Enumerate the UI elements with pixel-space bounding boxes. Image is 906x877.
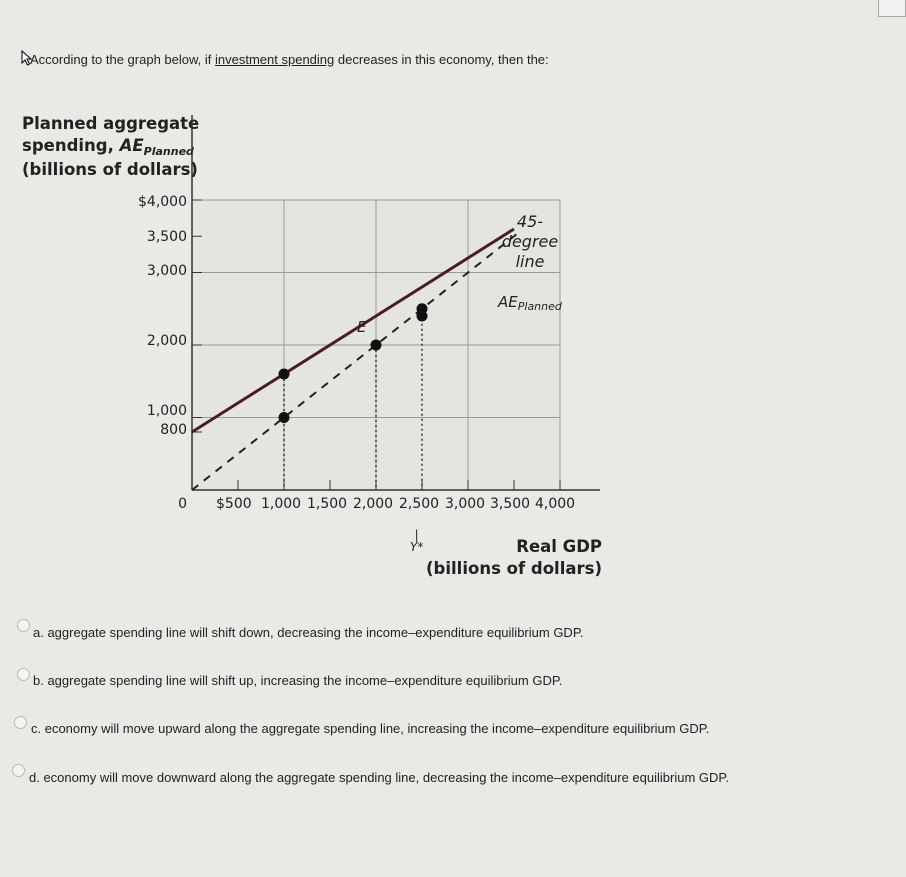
y-tick-label: 1,000: [146, 403, 187, 419]
option-b-label[interactable]: b. aggregate spending line will shift up, increasing the income–expenditure equilibrium GDP.: [33, 673, 563, 688]
y-axis-label-line2: spending, $AE_{Planned}$: [22, 136, 194, 158]
y-tick-label: 2,000: [146, 333, 187, 349]
question-underlined-term: investment spending: [215, 52, 335, 67]
option-d-radio[interactable]: [12, 764, 25, 777]
data-point: [417, 303, 428, 314]
option-a-radio[interactable]: [17, 619, 30, 632]
ae-planned-annotation: $AE_{Planned}$: [498, 293, 562, 313]
data-point: [371, 340, 382, 351]
x-tick-label: 3,500: [490, 496, 531, 512]
x-axis-label: [424, 536, 602, 580]
x-axis-label-line1: Real GDP: [516, 537, 602, 556]
y-axis-label-line1: Planned aggregate: [22, 114, 200, 133]
equilibrium-e-label: E: [357, 318, 367, 336]
y-tick-label: $4,000: [138, 194, 187, 210]
data-point: [279, 412, 290, 423]
x-axis-label-line2: (billions of dollars): [426, 559, 602, 578]
data-point: [279, 369, 290, 380]
x-tick-label: 1,000: [261, 496, 302, 512]
option-c-label[interactable]: c. economy will move upward along the aggregate spending line, increasing the income–expenditure equilibrium GDP.: [31, 721, 710, 736]
x-tick-label: 2,500: [399, 496, 440, 512]
question-suffix: decreases in this economy, then the:: [334, 52, 549, 67]
option-d-label[interactable]: d. economy will move downward along the aggregate spending line, decreasing the income–expenditure equilibrium GDP.: [29, 770, 730, 785]
origin-label: 0: [178, 496, 187, 512]
y-tick-label: 800: [160, 422, 187, 438]
x-tick-label: $500: [216, 496, 252, 512]
y-tick-label: 3,500: [146, 229, 187, 245]
x-tick-label: 1,500: [307, 496, 348, 512]
option-c-radio[interactable]: [14, 716, 27, 729]
question-prefix: According to the graph below, if: [30, 52, 216, 67]
x-tick-label: 3,000: [445, 496, 486, 512]
option-b-radio[interactable]: [17, 668, 30, 681]
x-tick-label: 2,000: [353, 496, 394, 512]
degree-line-annotation: 45-degree line: [501, 212, 559, 271]
y-star-label: | Y*: [410, 528, 424, 554]
y-tick-label: 3,000: [146, 263, 187, 279]
y-axis-label-line3: (billions of dollars): [22, 160, 198, 179]
x-tick-label: 4,000: [535, 496, 576, 512]
option-a-label[interactable]: a. aggregate spending line will shift down, decreasing the income–expenditure equilibrium GDP.: [33, 625, 584, 640]
